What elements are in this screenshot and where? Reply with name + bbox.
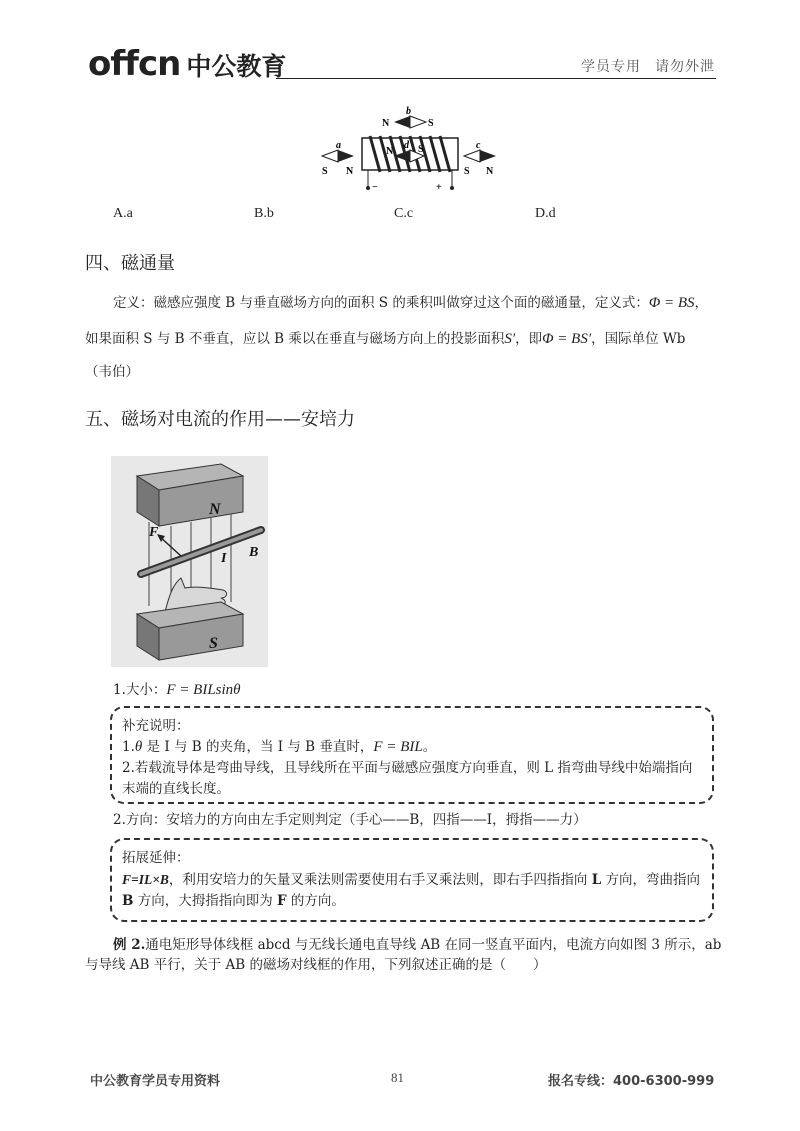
label-d-n: N: [386, 146, 394, 157]
header-notice: [567, 56, 715, 76]
sup-l1-text: 是 I 与 B 的夹角，当 I 与 B 垂直时，: [142, 739, 374, 755]
perpendicular-force-formula: F = BIL: [373, 739, 423, 755]
cross-product-formula: F=IL×B: [122, 872, 169, 887]
label-c: c: [476, 140, 481, 151]
ext-symbol-l: L: [591, 872, 602, 888]
label-c-s: S: [464, 166, 470, 177]
s4-p1-text: 定义：磁感应强度 B 与垂直磁场方向的面积 S 的乘积叫做穿过这个面的磁通量，定义式：: [113, 295, 649, 311]
theta-symbol: θ: [134, 739, 143, 755]
ampere-force-svg: [111, 456, 268, 667]
label-d-s: S: [418, 144, 424, 155]
label-a-n: N: [346, 166, 354, 177]
section-5-title: 五、磁场对电流的作用——安培力: [85, 409, 355, 430]
ext-text-d: 的方向。: [286, 893, 345, 909]
extension-box: [110, 838, 714, 922]
sup-l1-num: 1.: [122, 739, 135, 755]
sup-l1-end: 。: [422, 739, 437, 755]
logo-cn: 中公教育: [186, 52, 287, 81]
s4-p1-end: ，: [694, 295, 709, 311]
section-4-title: 四、磁通量: [85, 253, 175, 274]
option-b: B.b: [254, 206, 274, 221]
label-s: S: [209, 635, 218, 652]
label-c-n: N: [486, 166, 494, 177]
s4-p2-mid: ，即: [515, 331, 543, 347]
s4-p2-unit: ，国际单位 Wb: [591, 331, 686, 347]
label-b-field: B: [249, 545, 259, 560]
flux-formula: Φ = BS: [648, 295, 695, 311]
section-4-para-1: [113, 293, 723, 313]
solenoid-figure: [318, 104, 500, 194]
option-c: C.c: [394, 206, 414, 221]
option-d: D.d: [535, 206, 556, 221]
flux-formula-projected: Φ = BS′: [542, 331, 592, 347]
terminal-plus: +: [436, 182, 442, 193]
needle-b-north: [394, 116, 410, 128]
example-text: 通电矩形导体线框 abcd 与无线长通电直导线 AB 在同一竖直平面内，电流方向如图 3 所示，ab 与导线 AB 平行，关于 AB 的磁场对线框的作用，下列叙述正确的是（ ）: [85, 937, 722, 973]
ext-symbol-f: F: [277, 893, 287, 909]
supplement-box: [110, 706, 714, 804]
direction-item: 2.方向：安培力的方向由左手定则判定（手心——B，四指——I，拇指——力）: [113, 812, 587, 828]
footer-left: 中公教育学员专用资料: [90, 1074, 221, 1089]
label-n: N: [209, 501, 221, 518]
needle-a-north: [338, 150, 354, 162]
ext-text-a: ，利用安培力的矢量叉乘法则需要使用右手叉乘法则，即右手四指指向: [168, 872, 592, 888]
size-label: 1.大小：: [113, 682, 167, 698]
ext-text-c: 方向，大拇指指向即为: [133, 893, 278, 909]
header-notice-2: 请勿外泄: [655, 59, 715, 75]
label-d: d: [404, 140, 409, 151]
extension-line-1: [122, 869, 702, 912]
needle-c-north: [480, 150, 496, 162]
section-4-para-2: [85, 329, 725, 349]
ampere-force-figure: [111, 456, 268, 667]
label-i: I: [221, 551, 227, 566]
supplement-line-2: 2.若载流导体是弯曲导线，且导线所在平面与磁感应强度方向垂直，则 L 指弯曲导线中始端指向末端的直线长度。: [122, 760, 693, 797]
label-f: F: [149, 525, 159, 540]
section-4-para-3: （韦伯）: [85, 364, 139, 380]
ext-symbol-b: B: [122, 893, 134, 909]
needle-b-south: [410, 116, 426, 128]
brand-logo: [88, 44, 286, 84]
extension-title: 拓展延伸：: [122, 850, 190, 866]
label-a: a: [336, 140, 341, 151]
example-2: [85, 935, 725, 975]
page-number: 81: [391, 1070, 404, 1085]
supplement-title: 补充说明：: [122, 718, 190, 734]
needle-c-south: [464, 150, 480, 162]
logo-en: offcn: [88, 44, 181, 84]
option-a: A.a: [113, 206, 133, 221]
ampere-force-formula: F = BILsinθ: [166, 682, 241, 698]
footer-hotline: 报名专线：400-6300-999: [548, 1074, 715, 1089]
label-b: b: [406, 106, 411, 117]
terminal-minus: −: [372, 182, 378, 193]
size-item: [113, 680, 241, 700]
label-b-n: N: [382, 118, 390, 129]
example-label: 例 2.: [113, 937, 146, 953]
terminal-left: [366, 186, 370, 190]
label-a-s: S: [322, 166, 328, 177]
label-b-s: S: [428, 118, 434, 129]
header-rule: [276, 78, 716, 79]
header-notice-1: 学员专用: [581, 59, 641, 75]
projected-area-symbol: S′: [504, 331, 516, 347]
s4-p2-text: 如果面积 S 与 B 不垂直，应以 B 乘以在垂直与磁场方向上的投影面积: [85, 331, 505, 347]
terminal-right: [450, 186, 454, 190]
supplement-line-1: [122, 737, 702, 758]
ext-text-b: 方向，弯曲指向: [601, 872, 700, 888]
needle-a-south: [322, 150, 338, 162]
